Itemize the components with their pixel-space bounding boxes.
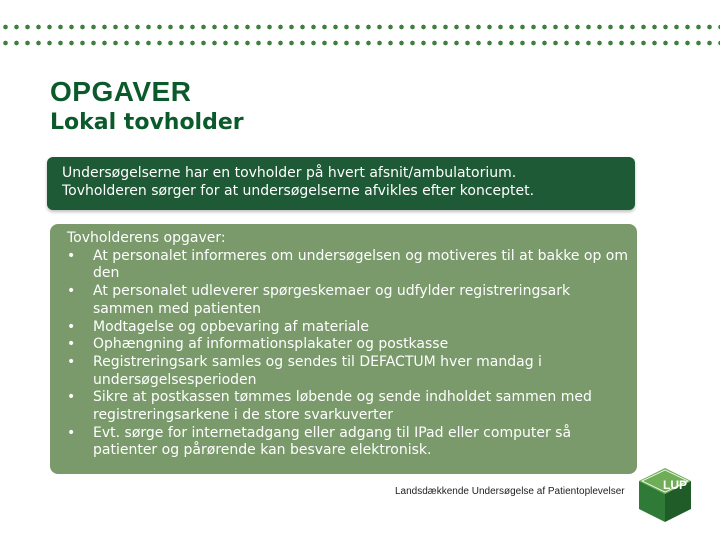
lup-cube-logo-icon (636, 466, 694, 524)
bullet: • (67, 424, 76, 441)
bullet: • (67, 389, 76, 406)
slide-title: OPGAVER (50, 76, 192, 107)
bullet: • (67, 353, 76, 370)
task-text: Evt. sørge for internetadgang eller adgang til IPad eller computer så patienter og pårørende kan besvare elektronisk. (93, 424, 572, 459)
task-text: Sikre at postkassen tømmes løbende og sende indholdet sammen med registreringsarkene i de store svarkuverter (93, 389, 592, 424)
bullet: • (67, 336, 76, 353)
intro-line: Tovholderen sørger for at undersøgelserne afvikles efter konceptet. (62, 182, 535, 199)
task-item (67, 319, 629, 337)
task-item (67, 389, 629, 424)
intro-box (47, 157, 635, 210)
logo-text: LUP (663, 478, 687, 492)
task-text: Ophængning af informationsplakater og postkasse (93, 336, 449, 353)
task-text: Modtagelse og opbevaring af materiale (93, 318, 369, 335)
task-item (67, 336, 629, 354)
task-item (67, 248, 629, 283)
bullet: • (67, 283, 76, 300)
bullet: • (67, 247, 76, 264)
task-text: At personalet informeres om undersøgelsen og motiveres til at bakke op om den (93, 247, 629, 282)
tasks-heading: Tovholderens opgaver: (67, 230, 226, 246)
task-item (67, 354, 629, 389)
footer-caption: Landsdækkende Undersøgelse af Patientoplevelser (395, 486, 625, 497)
slide-subtitle: Lokal tovholder (50, 110, 244, 135)
top-dotted-border-1 (0, 24, 720, 30)
bullet: • (67, 318, 76, 335)
intro-line: Undersøgelserne har en tovholder på hvert afsnit/ambulatorium. (62, 165, 517, 181)
task-item (67, 283, 629, 318)
task-text: At personalet udleverer spørgeskemaer og udfylder registreringsark sammen med patienten (93, 283, 571, 317)
tasks-box (50, 224, 637, 474)
task-text: Registreringsark samles og sendes til DEFACTUM hver mandag i undersøgelsesperioden (93, 353, 542, 388)
top-dotted-border-2 (0, 40, 720, 46)
task-item (67, 425, 629, 460)
tasks-list (67, 248, 629, 460)
